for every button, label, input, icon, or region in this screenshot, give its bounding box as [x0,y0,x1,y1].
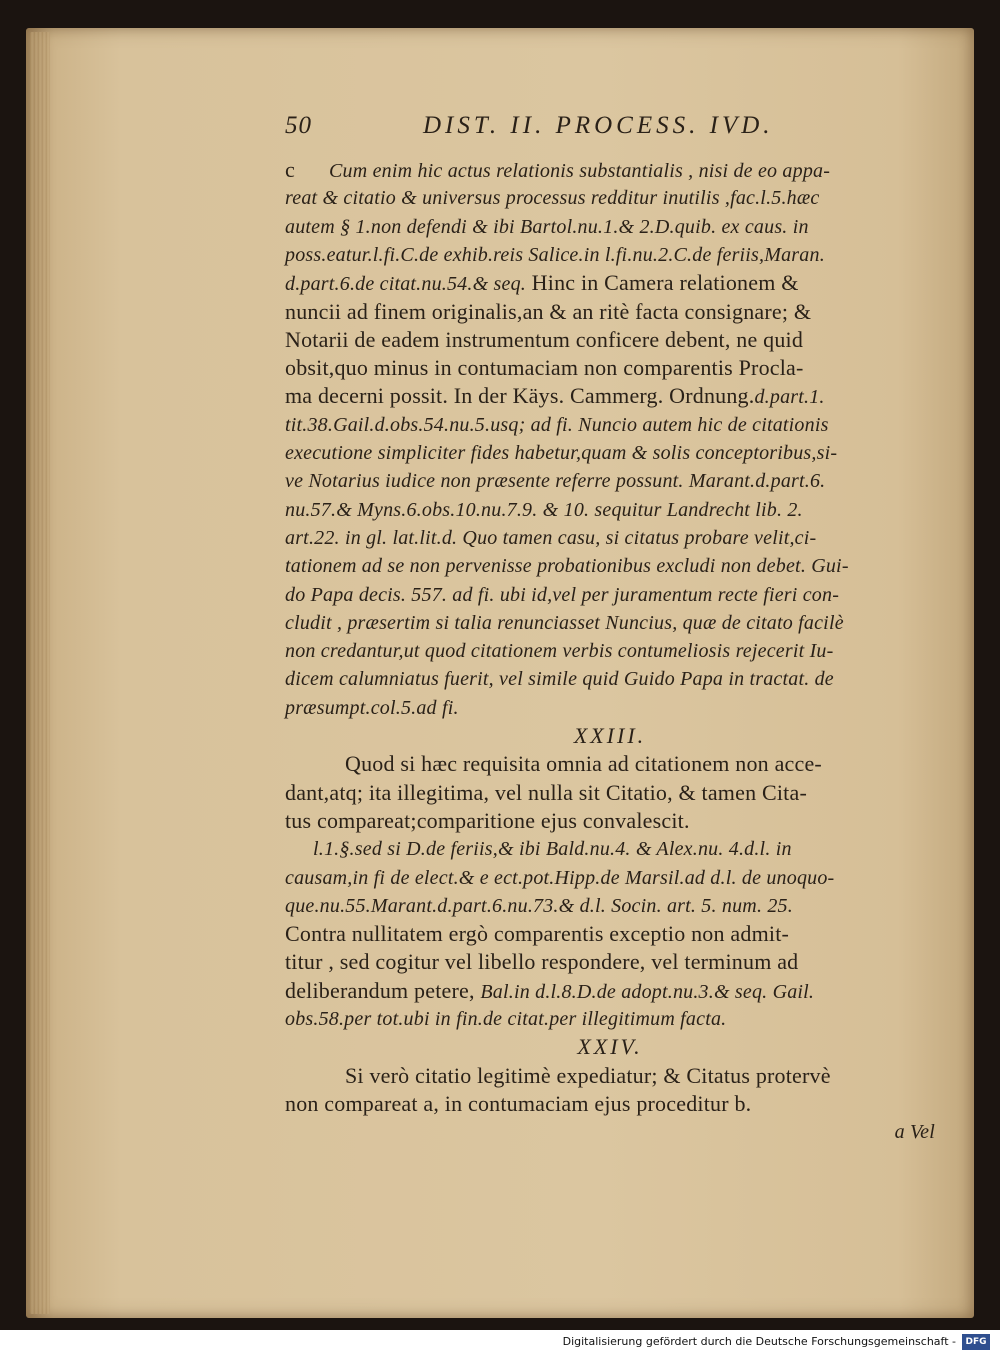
body-text: Notarii de eadem instrumentum conficere debent, ne quid [285,326,804,352]
catchword-text: a Vel [894,1121,935,1144]
section-number: XXIII. [573,723,647,748]
footnote-text: cludit , præsertim si talia renunciasset Nuncius, quæ de citato facilè [285,611,844,634]
roman-text: Hinc in Camera relationem & [525,270,799,296]
page-number: 50 [285,112,312,139]
footnote-text: causam,in fi de elect.& e ect.pot.Hipp.de Marsil.ad d.l. de unoquo- [285,866,835,889]
footnote-text: l.1.§.sed si D.de feriis,& ibi Bald.nu.4. & Alex.nu. 4.d.l. in [313,838,792,861]
italic-citation: Bal.in d.l.8.D.de adopt.nu.3.& seq. Gail. [480,980,815,1003]
body-text: titur , sed cogitur vel libello respondere, vel terminum ad [285,949,799,975]
footer-credit: Digitalisierung gefördert durch die Deutsche Forschungsgemeinschaft - [562,1335,956,1348]
footnote-text: que.nu.55.Marant.d.part.6.nu.73.& d.l. Socin. art. 5. num. 25. [285,894,793,917]
page-gutter [30,32,50,1314]
italic-citation: d.part.6.de citat.nu.54.& seq. [285,273,526,296]
footnote-marker: c [285,157,295,182]
catchword [285,1114,935,1150]
italic-citation: d.part.1. [754,386,825,409]
footnote-text: ve Notarius iudice non præsente referre possunt. Marant.d.part.6. [285,470,826,493]
footnote-text: do Papa decis. 557. ad fi. ubi id,vel per juramentum recte fieri con- [285,583,840,606]
running-head [285,112,985,146]
body-text: dant,atq; ita illegitima, vel nulla sit Citatio, & tamen Cita- [285,779,807,805]
body-text: non compareat a, in contumaciam ejus proceditur b. [285,1090,752,1116]
body-text: Quod si hæc requisita omnia ad citationem non acce- [345,751,822,777]
footnote-text: autem § 1.non defendi & ibi Bartol.nu.1.& 2.D.quib. ex caus. in [285,215,809,238]
footnote-text: poss.eatur.l.fi.C.de exhib.reis Salice.in l.fi.nu.2.C.de feriis,Maran. [285,243,825,266]
footnote-text: reat & citatio & universus processus redditur inutilis ,fac.l.5.hæc [285,187,820,210]
footnote-text: executione simpliciter fides habetur,quam & solis conceptoribus,si- [285,442,838,464]
roman-text: deliberandum petere, [285,977,481,1003]
footnote-text: præsumpt.col.5.ad fi. [285,696,459,719]
dfg-logo: DFG [962,1334,990,1350]
roman-text: ma decerni possit. In der Käys. Cammerg. Ordnung. [285,383,755,409]
footnote-text: dicem calumniatus fuerit, vel simile quid Guido Papa in tractat. de [285,668,834,691]
footnote-text: tationem ad se non pervenisse probationibus excludi non debet. Gui- [285,555,849,578]
section-number: XXIV. [577,1034,643,1060]
body-text: Si verò citatio legitimè expediatur; & Citatus protervè [345,1062,831,1088]
running-head-title: DIST. II. PROCESS. IVD. [423,112,774,139]
footnote-text: nu.57.& Myns.6.obs.10.nu.7.9. & 10. sequitur Landrecht lib. 2. [285,498,803,521]
footnote-text: art.22. in gl. lat.lit.d. Quo tamen casu, si citatus probare velit,ci- [285,526,817,549]
footnote-text: tit.38.Gail.d.obs.54.nu.5.usq; ad fi. Nuncio autem hic de citationis [285,413,829,436]
body-text: nuncii ad finem originalis,an & an ritè facta consignare; & [285,298,812,324]
body-text: Contra nullitatem ergò comparentis exceptio non admit- [285,921,790,947]
footnote-text: obs.58.per tot.ubi in fin.de citat.per illegitimum facta. [285,1008,727,1030]
footer-bar [0,1330,1000,1354]
footnote-text: Cum enim hic actus relationis substantialis , nisi de eo appa- [329,160,831,182]
footnote-text: non credantur,ut quod citationem verbis contumeliosis rejecerit Iu- [285,640,834,663]
body-text: obsit,quo minus in contumaciam non comparentis Procla- [285,355,804,381]
body-text: tus compareat;comparitione ejus convalescit. [285,807,690,833]
